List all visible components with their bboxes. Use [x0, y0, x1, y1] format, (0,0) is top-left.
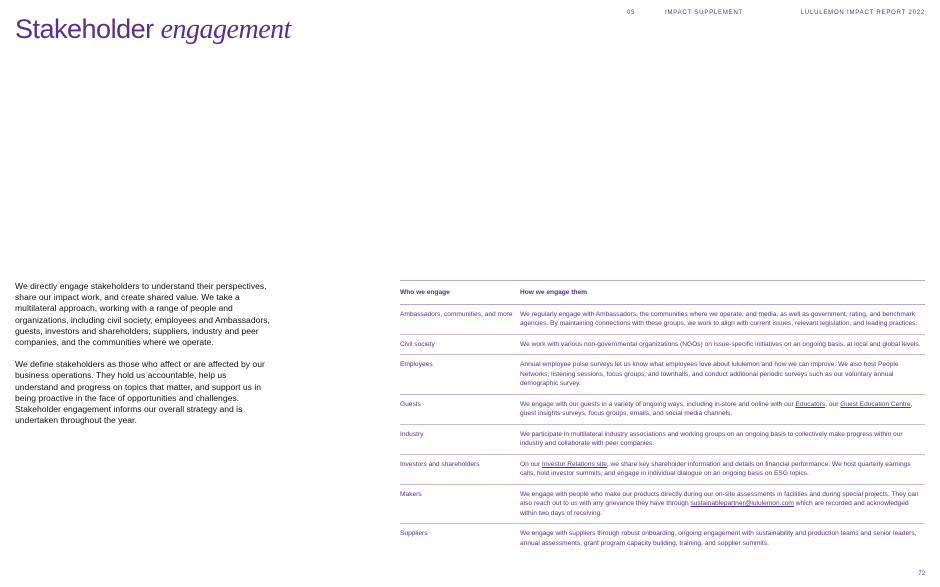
intro-paragraph-1: We directly engage stakeholders to understand their perspectives, share our impact work, and create shared value. We take a multilateral approach, working with a range of people and organizations, including civil society, employees and Ambassadors, guests, investors and shareholders, suppliers, industry and peer companies, and the communities where we operate. [15, 281, 270, 348]
page-number: 72 [918, 571, 925, 577]
table-row [400, 394, 925, 424]
row-how [520, 394, 925, 424]
intro-text [15, 281, 270, 437]
row-how-text: We engage with people who make our products directly during our on-site assessments in facilities and during special projects. They can also reach out to us with any grievance they have through [520, 490, 919, 507]
row-how-text: , our [825, 400, 841, 408]
row-how: We participate in multilateral industry associations and working groups on an ongoing basis to collectively make progress within our industry and collaborate with peer companies. [520, 424, 925, 454]
row-how [520, 484, 925, 524]
table-row [400, 334, 925, 355]
row-how-text: , guest insights surveys, focus groups, emails, and social media channels. [520, 400, 913, 417]
table-row [400, 304, 925, 334]
row-how [520, 454, 925, 484]
row-who: Ambassadors, communities, and more [400, 304, 520, 334]
row-how-text: which are recorded and acknowledged within two days of receiving. [520, 500, 909, 517]
row-how-text: On our [520, 460, 542, 468]
section-number: 05 [627, 10, 636, 16]
header-who: Who we engage [400, 281, 520, 305]
row-how: We engage with suppliers through robust onboarding, ongoing engagement with sustainability and production teams and senior leaders, annual assessments, grant program capacity building, training, and supplier summits. [520, 530, 917, 547]
table-row [400, 454, 925, 484]
guest-education-centre-link[interactable]: Guest Education Centre [840, 400, 911, 408]
table-row [400, 524, 925, 554]
title-regular: Stakeholder [15, 14, 154, 44]
row-who: Suppliers [400, 530, 428, 537]
row-how-text: We engage with our guests in a variety of ongoing ways, including in-store and online with our [520, 400, 796, 408]
row-who: Employees [400, 355, 520, 395]
row-who: Guests [400, 394, 520, 424]
intro-paragraph-2: We define stakeholders as those who affect or are affected by our business operations. They hold us accountable, help us understand and progress on topics that matter, and support us in being proactive in the face of opportunities and challenges. Stakeholder engagement informs our overall strategy and is undertaken throughout the year. [15, 359, 265, 426]
row-how-text: , we share key shareholder information and details on financial performance. We host quarterly earnings calls, hold investor summits, and engage in individual dialogue on an ongoing basis on ESG topics. [520, 460, 911, 477]
page-title [15, 14, 291, 46]
row-how: We work with various non-governmental organizations (NGOs) on issue-specific initiatives on an ongoing basis, at local and global levels. [520, 334, 925, 355]
title-italic: engagement [160, 14, 291, 45]
row-how: Annual employee pulse surveys let us know what employees love about lululemon and how we can improve. We also host People Networks, listening sessions, focus groups, and townhalls, and conduct additional periodic surveys such as our voluntary annual demographic survey. [520, 355, 925, 395]
table-row [400, 355, 925, 395]
row-who: Civil society [400, 334, 520, 355]
row-who: Investors and shareholders [400, 454, 520, 484]
table-row [400, 424, 925, 454]
educators-link[interactable]: Educators [795, 400, 826, 408]
investor-relations-link[interactable]: Investor Relations site [542, 460, 607, 468]
row-how: We regularly engage with Ambassadors, the communities where we operate, and media, as well as government, rating, and benchmark agencies. By maintaining connections with these groups, we work to align with current issues, relevant legislation, and leading practices. [520, 304, 925, 334]
table-row [400, 484, 925, 524]
report-name: LULULEMON IMPACT REPORT 2022 [800, 10, 925, 16]
row-who: Industry [400, 424, 520, 454]
section-name: IMPACT SUPPLEMENT [665, 10, 744, 16]
sustainable-partner-email-link[interactable]: sustainablepartner@lululemon.com [690, 500, 794, 507]
stakeholder-table [400, 280, 925, 553]
header-how: How we engage them [520, 281, 925, 305]
row-who: Makers [400, 484, 520, 524]
table-header-row [400, 281, 925, 305]
